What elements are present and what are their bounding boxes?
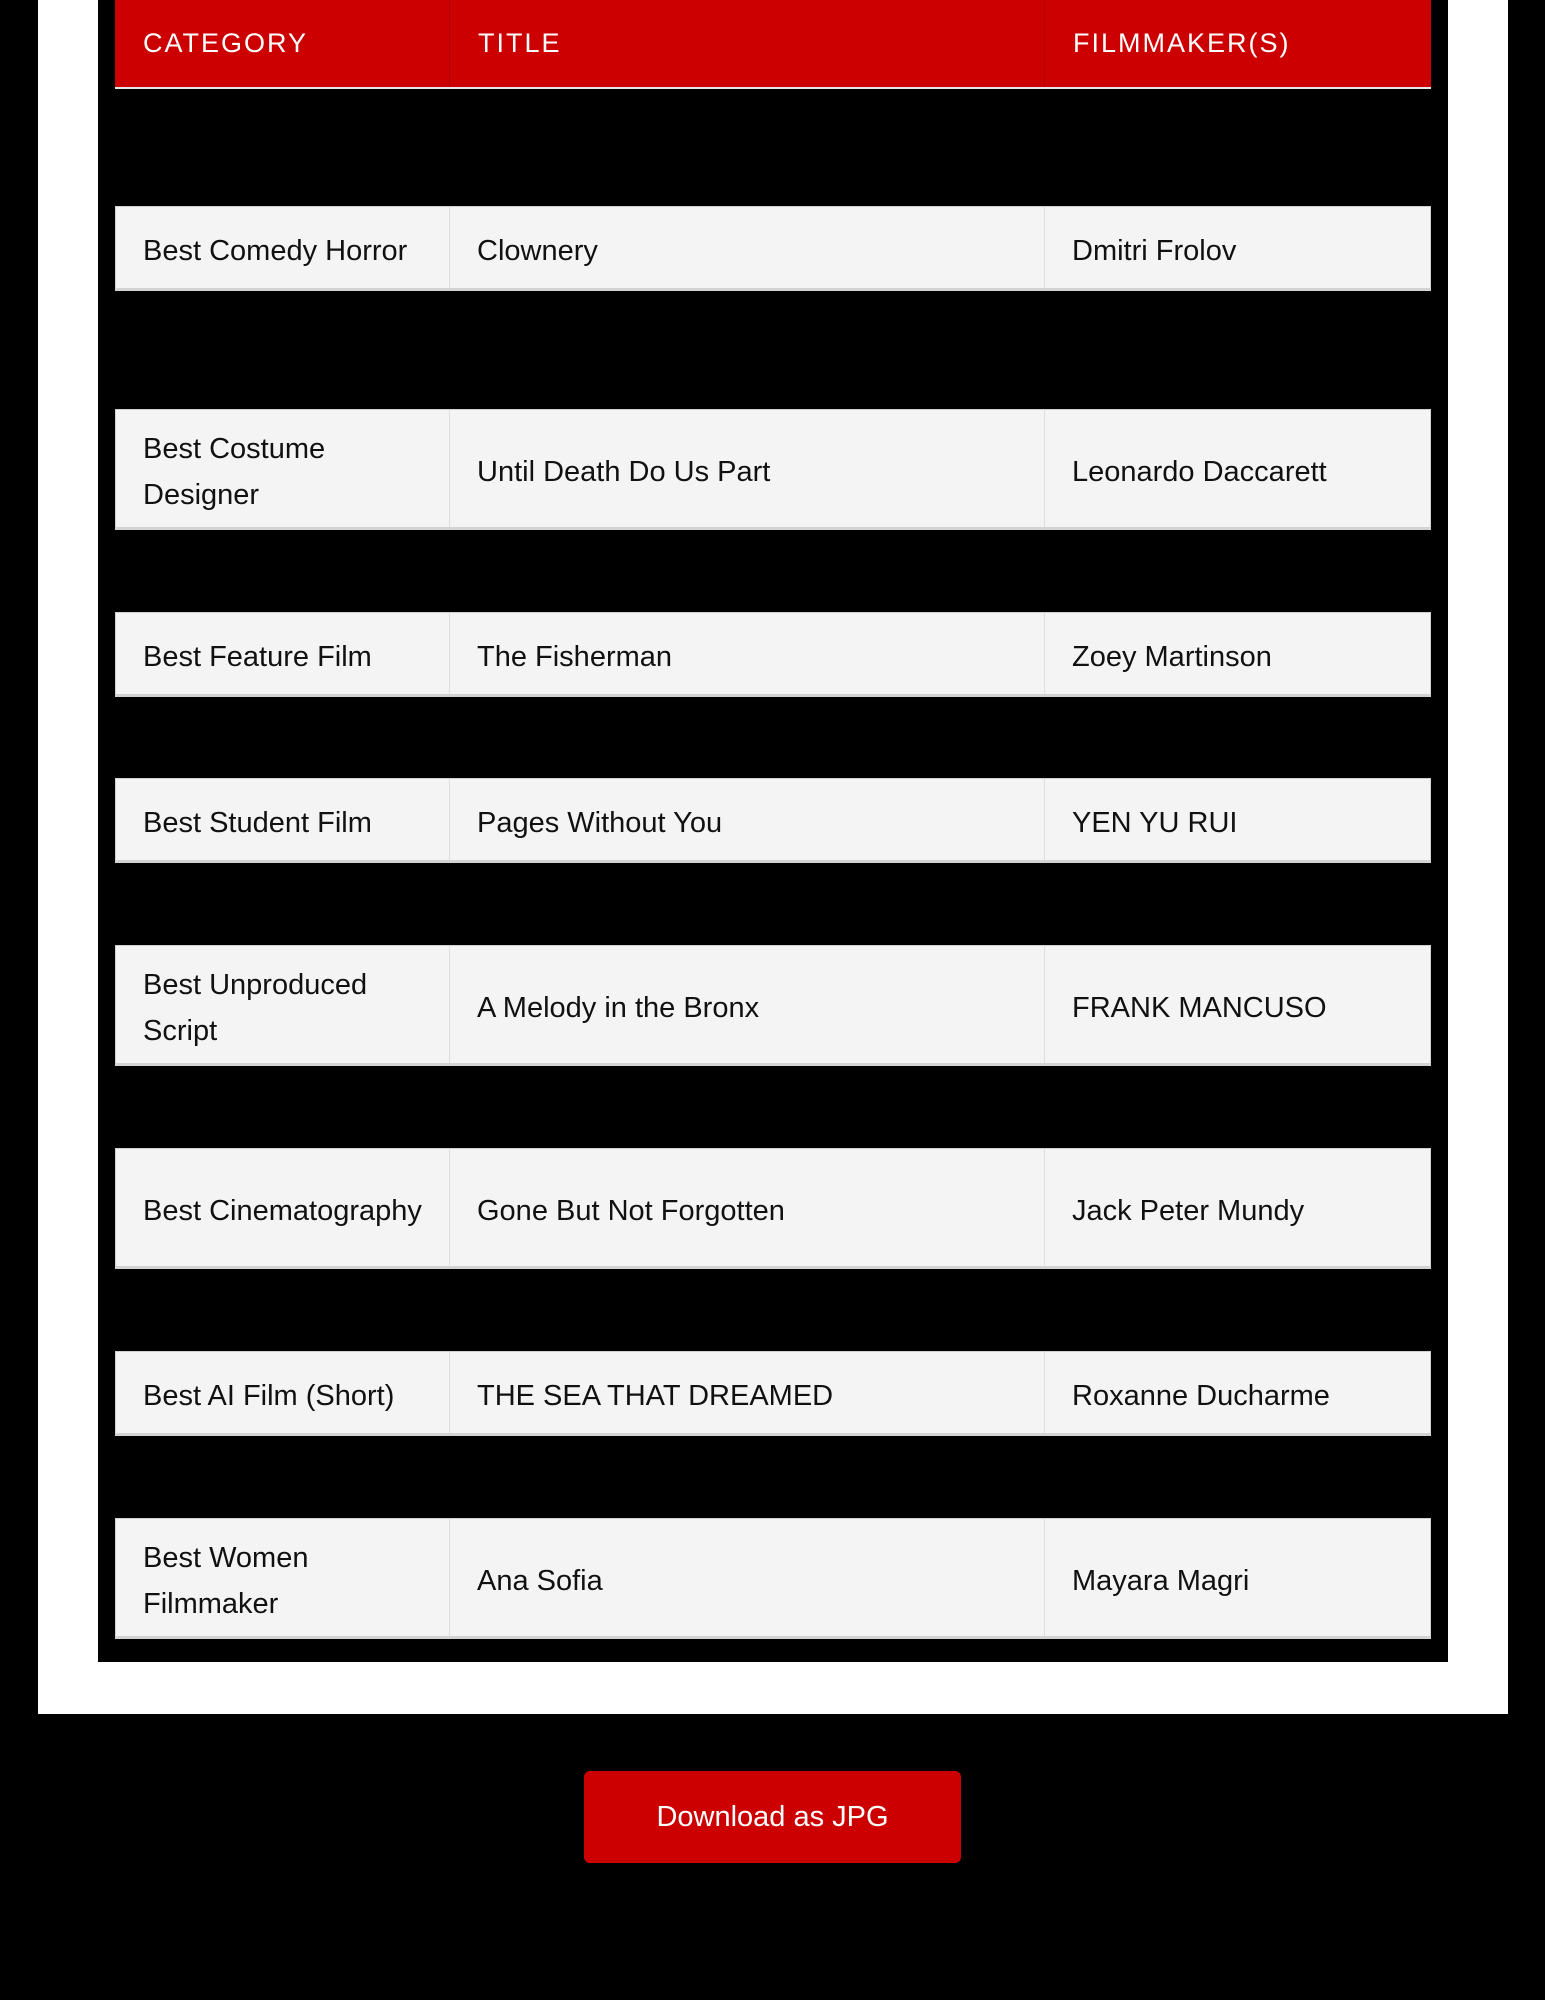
filmmaker-cell: Mayara Magri — [1072, 1564, 1250, 1597]
filmmaker-cell: Roxanne Ducharme — [1072, 1379, 1330, 1412]
filmmaker-cell: Jack Peter Mundy — [1072, 1194, 1305, 1227]
filmmaker-cell: Zoey Martinson — [1072, 640, 1272, 673]
table-row — [115, 778, 1431, 863]
category-cell: Best Costume Designer — [116, 410, 450, 527]
table-row — [115, 1518, 1431, 1639]
category-cell: Best AI Film (Short) — [116, 1352, 450, 1433]
title-cell: A Melody in the Bronx — [450, 946, 1045, 1063]
category-cell: Best Comedy Horror — [116, 207, 450, 288]
title-cell: The Fisherman — [450, 613, 1045, 694]
table-row — [115, 1351, 1431, 1436]
category-cell: Best Women Filmmaker — [116, 1519, 450, 1636]
filmmaker-cell: YEN YU RUI — [1072, 806, 1238, 839]
header-title: TITLE — [450, 0, 1045, 87]
category-cell: Best Student Film — [116, 779, 450, 860]
title-cell: Until Death Do Us Part — [450, 410, 1045, 527]
category-cell: Best Cinematography — [116, 1149, 450, 1266]
table-row — [115, 945, 1431, 1066]
filmmaker-cell: Dmitri Frolov — [1072, 234, 1237, 267]
title-cell: THE SEA THAT DREAMED — [450, 1352, 1045, 1433]
category-cell: Best Unproduced Script — [116, 946, 450, 1063]
table-row — [115, 1148, 1431, 1269]
download-jpg-button[interactable]: Download as JPG — [584, 1771, 961, 1863]
table-header-row — [115, 0, 1431, 89]
category-cell: Best Feature Film — [116, 613, 450, 694]
header-category: CATEGORY — [115, 0, 450, 87]
title-cell: Clownery — [450, 207, 1045, 288]
title-cell: Ana Sofia — [450, 1519, 1045, 1636]
filmmaker-cell: Leonardo Daccarett — [1072, 455, 1327, 488]
table-row — [115, 206, 1431, 291]
table-row — [115, 409, 1431, 530]
title-cell: Gone But Not Forgotten — [450, 1149, 1045, 1266]
header-filmmakers: FILMMAKER(S) — [1073, 28, 1291, 58]
filmmaker-cell: FRANK MANCUSO — [1072, 991, 1327, 1024]
winners-table — [98, 0, 1448, 1662]
title-cell: Pages Without You — [450, 779, 1045, 860]
table-row — [115, 612, 1431, 697]
